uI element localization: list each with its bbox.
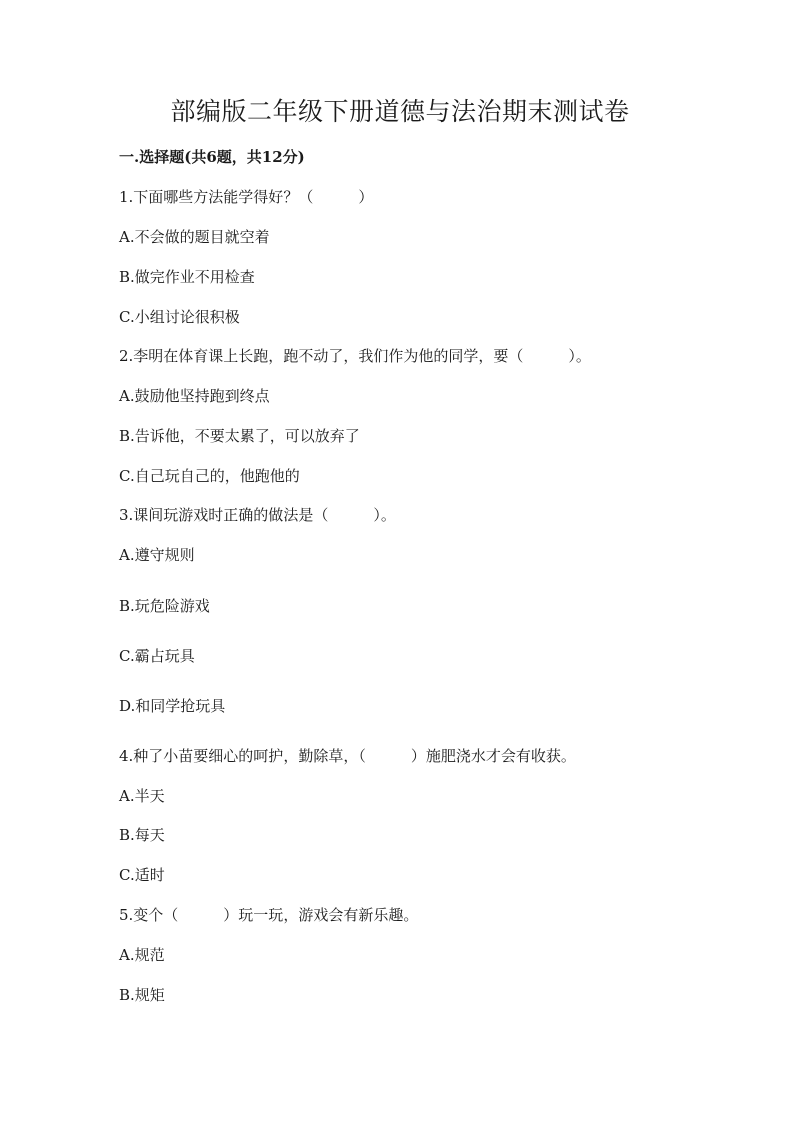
question-4-option-a: A.半天 bbox=[119, 787, 165, 805]
question-1-option-b: B.做完作业不用检查 bbox=[119, 268, 255, 286]
question-4-option-b: B.每天 bbox=[119, 826, 165, 844]
question-3-option-c: C.霸占玩具 bbox=[119, 647, 195, 665]
question-1-stem: 1.下面哪些方法能学得好？（ ） bbox=[119, 188, 374, 206]
question-5-option-b: B.规矩 bbox=[119, 986, 165, 1004]
question-1-option-a: A.不会做的题目就空着 bbox=[119, 228, 270, 246]
question-2-option-b: B.告诉他，不要太累了，可以放弃了 bbox=[119, 427, 360, 445]
page-title: 部编版二年级下册道德与法治期末测试卷 bbox=[170, 97, 630, 126]
question-5-option-a: A.规范 bbox=[119, 946, 165, 964]
section-heading: 一.选择题(共6题，共12分) bbox=[119, 148, 305, 166]
question-2-option-c: C.自己玩自己的，他跑他的 bbox=[119, 467, 300, 485]
question-4-stem: 4.种了小苗要细心的呵护，勤除草，（ ）施肥浇水才会有收获。 bbox=[119, 747, 576, 765]
question-2-option-a: A.鼓励他坚持跑到终点 bbox=[119, 387, 270, 405]
question-3-stem: 3.课间玩游戏时正确的做法是（ ）。 bbox=[119, 506, 396, 524]
question-2-stem: 2.李明在体育课上长跑，跑不动了，我们作为他的同学，要（ ）。 bbox=[119, 347, 591, 365]
question-3-option-d: D.和同学抢玩具 bbox=[119, 697, 226, 715]
question-5-stem: 5.变个（ ）玩一玩，游戏会有新乐趣。 bbox=[119, 906, 419, 924]
question-1-option-c: C.小组讨论很积极 bbox=[119, 308, 240, 326]
question-3-option-a: A.遵守规则 bbox=[119, 546, 195, 564]
question-3-option-b: B.玩危险游戏 bbox=[119, 597, 210, 615]
question-4-option-c: C.适时 bbox=[119, 866, 165, 884]
